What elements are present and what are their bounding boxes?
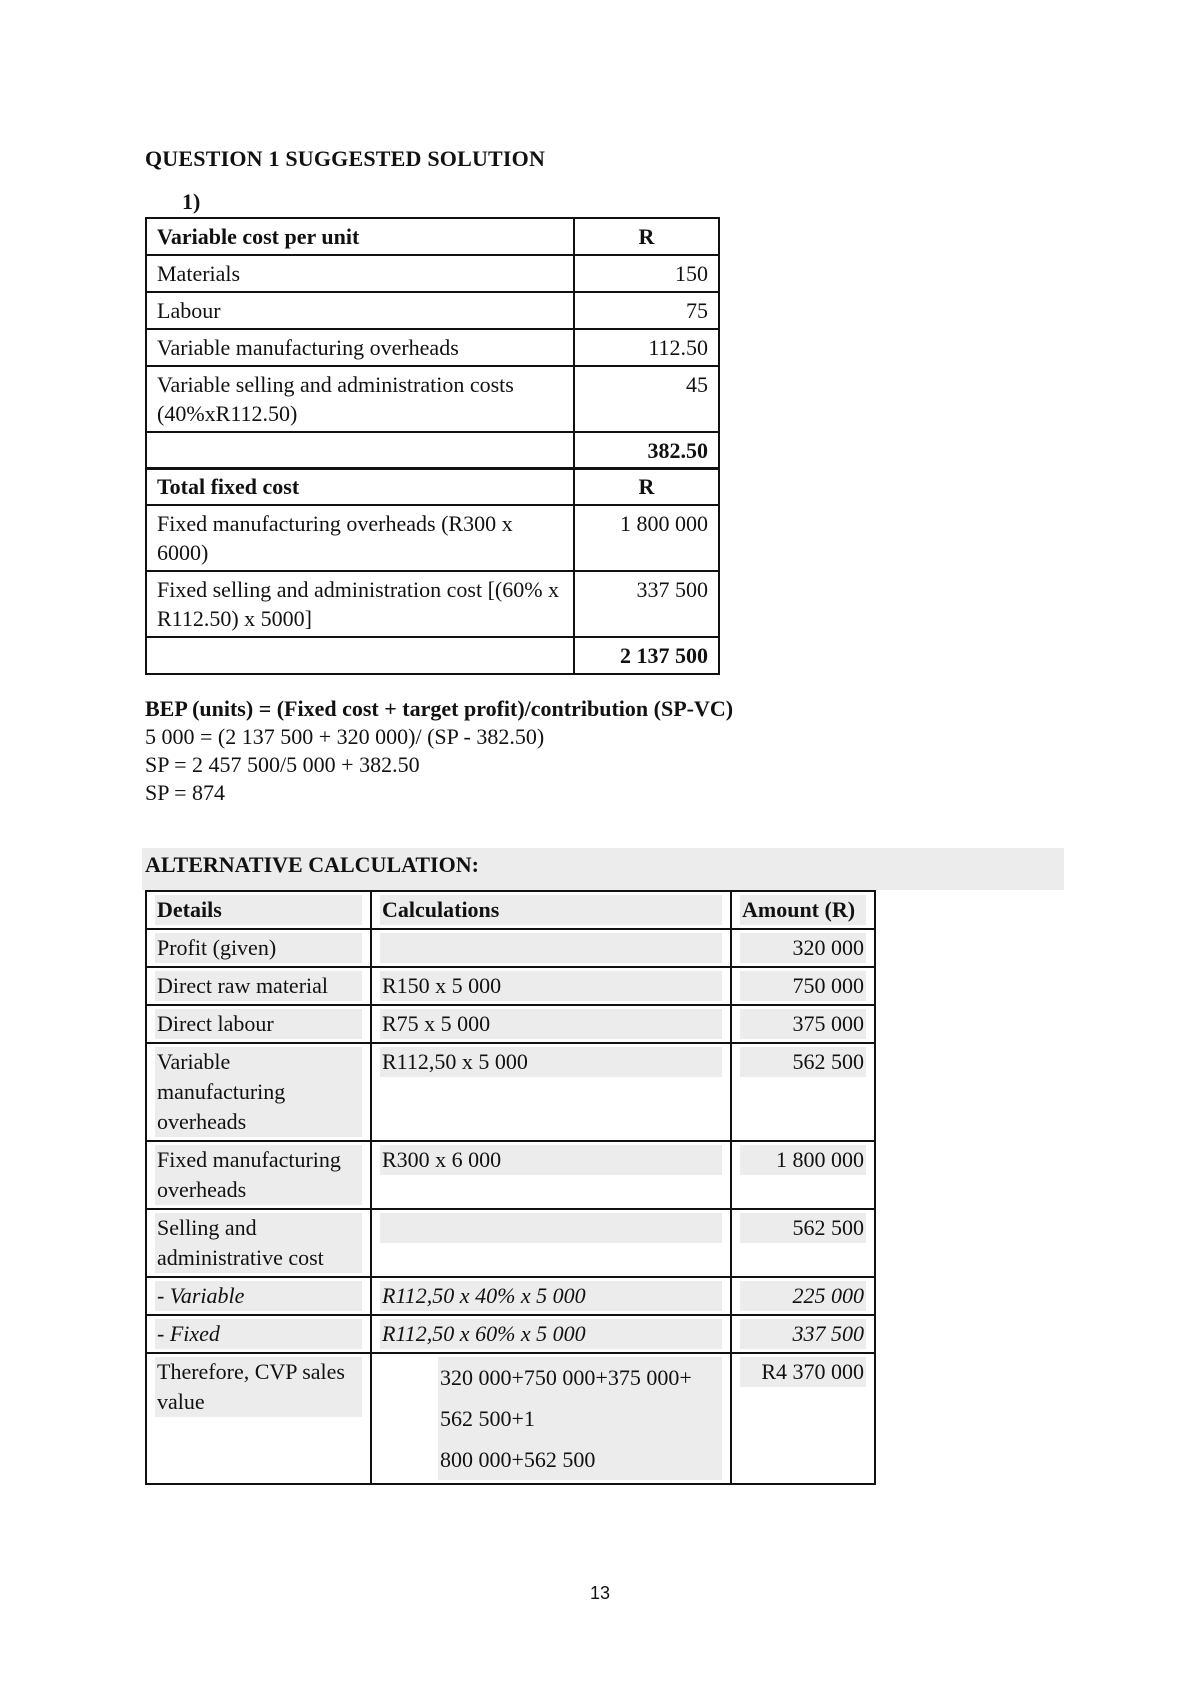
calc-cell xyxy=(371,967,731,1005)
calc-cell xyxy=(371,1209,731,1277)
amount-text: 562 500 xyxy=(740,1047,866,1077)
fixed-cost-table xyxy=(145,467,720,675)
table-row xyxy=(146,929,875,967)
alternative-title: ALTERNATIVE CALCULATION: xyxy=(145,852,479,877)
table-header-row xyxy=(146,218,719,255)
empty-cell xyxy=(146,637,574,674)
amount-cell xyxy=(731,1043,875,1141)
table-row xyxy=(146,505,719,571)
details-text: Profit (given) xyxy=(155,933,362,963)
details-cell xyxy=(146,967,371,1005)
table-row xyxy=(146,366,719,432)
cost-item: Fixed selling and administration cost [(60% x R112.50) x 5000] xyxy=(146,571,574,637)
calc-cell xyxy=(371,1141,731,1209)
cost-value: 337 500 xyxy=(574,571,719,637)
calc-text: R300 x 6 000 xyxy=(380,1145,722,1175)
question-heading: QUESTION 1 SUGGESTED SOLUTION xyxy=(145,146,546,171)
table-header-cell: Variable cost per unit xyxy=(146,218,574,255)
table-header-cell xyxy=(731,891,875,929)
cvp-calc-line: 562 500+1 xyxy=(440,1406,535,1431)
table-row xyxy=(146,329,719,366)
table-final-row xyxy=(146,1353,875,1484)
cost-item: Variable selling and administration costs (40%xR112.50) xyxy=(146,366,574,432)
calc-cell xyxy=(371,1043,731,1141)
table-row xyxy=(146,1209,875,1277)
amount-cell xyxy=(731,1141,875,1209)
amount-cell xyxy=(731,1005,875,1043)
bep-formula: BEP (units) = (Fixed cost + target profit)/contribution (SP-VC) xyxy=(145,696,734,721)
amount-cell xyxy=(731,1315,875,1353)
calc-text xyxy=(380,1213,722,1243)
table-header-row xyxy=(146,468,719,505)
details-cell xyxy=(146,1353,371,1484)
details-text: - Variable xyxy=(155,1281,362,1311)
amount-text: 225 000 xyxy=(740,1281,866,1311)
details-cell xyxy=(146,1043,371,1141)
empty-cell xyxy=(146,432,574,469)
alternative-calculation-table xyxy=(145,890,876,1485)
amount-cell xyxy=(731,1277,875,1315)
details-text: Direct labour xyxy=(155,1009,362,1039)
cost-item: Labour xyxy=(146,292,574,329)
table-header-cell xyxy=(371,891,731,929)
details-text: Variable manufacturing overheads xyxy=(155,1047,362,1137)
details-cell xyxy=(146,929,371,967)
bep-line: 5 000 = (2 137 500 + 320 000)/ (SP - 382.50) xyxy=(145,724,545,749)
table-row xyxy=(146,571,719,637)
bep-calculation xyxy=(145,695,733,807)
variable-cost-total: 382.50 xyxy=(574,432,719,469)
table-total-row xyxy=(146,432,719,469)
cost-item: Materials xyxy=(146,255,574,292)
calc-text: R112,50 x 60% x 5 000 xyxy=(380,1319,722,1349)
amount-text: 562 500 xyxy=(740,1213,866,1243)
calc-cell xyxy=(371,929,731,967)
details-text: Fixed manufacturing overheads xyxy=(155,1145,362,1205)
amount-cell xyxy=(731,967,875,1005)
table-header-cell: Total fixed cost xyxy=(146,468,574,505)
amount-cell xyxy=(731,929,875,967)
calc-cell xyxy=(371,1277,731,1315)
fixed-cost-total: 2 137 500 xyxy=(574,637,719,674)
details-cell xyxy=(146,1141,371,1209)
cost-item: Variable manufacturing overheads xyxy=(146,329,574,366)
cost-value: 1 800 000 xyxy=(574,505,719,571)
calc-text: R112,50 x 5 000 xyxy=(380,1047,722,1077)
header-amount: Amount (R) xyxy=(740,895,866,925)
table-row xyxy=(146,967,875,1005)
table-header-cell: R xyxy=(574,468,719,505)
table-row xyxy=(146,292,719,329)
table-header-cell xyxy=(146,891,371,929)
calc-cell xyxy=(371,1005,731,1043)
table-header-row xyxy=(146,891,875,929)
details-text: - Fixed xyxy=(155,1319,362,1349)
calc-cell xyxy=(371,1353,731,1484)
amount-text: 750 000 xyxy=(740,971,866,1001)
header-calculations: Calculations xyxy=(380,895,722,925)
calc-text xyxy=(380,933,722,963)
table-row xyxy=(146,1277,875,1315)
cvp-calc-line: 800 000+562 500 xyxy=(440,1447,596,1472)
table-row xyxy=(146,1141,875,1209)
page-number: 13 xyxy=(589,1583,611,1603)
cost-value: 150 xyxy=(574,255,719,292)
calc-text: R112,50 x 40% x 5 000 xyxy=(380,1281,722,1311)
amount-cell xyxy=(731,1353,875,1484)
calc-text: R150 x 5 000 xyxy=(380,971,722,1001)
table-row xyxy=(146,255,719,292)
part-number: 1) xyxy=(182,189,201,214)
amount-text: 1 800 000 xyxy=(740,1145,866,1175)
cost-value: 75 xyxy=(574,292,719,329)
amount-text: 320 000 xyxy=(740,933,866,963)
details-cell xyxy=(146,1315,371,1353)
cost-value: 45 xyxy=(574,366,719,432)
amount-text: 375 000 xyxy=(740,1009,866,1039)
cvp-calc-line: 320 000+750 000+375 000+ xyxy=(440,1365,692,1390)
cost-item: Fixed manufacturing overheads (R300 x 6000) xyxy=(146,505,574,571)
details-cell xyxy=(146,1277,371,1315)
cost-value: 112.50 xyxy=(574,329,719,366)
header-details: Details xyxy=(155,895,362,925)
details-cell xyxy=(146,1209,371,1277)
calc-cell xyxy=(371,1315,731,1353)
table-header-cell: R xyxy=(574,218,719,255)
amount-cell xyxy=(731,1209,875,1277)
table-row xyxy=(146,1315,875,1353)
table-total-row xyxy=(146,637,719,674)
variable-cost-table xyxy=(145,217,720,470)
table-row xyxy=(146,1005,875,1043)
details-text: Direct raw material xyxy=(155,971,362,1001)
cvp-sales-value: R4 370 000 xyxy=(740,1357,866,1387)
bep-line: SP = 874 xyxy=(145,780,226,805)
calc-text: R75 x 5 000 xyxy=(380,1009,722,1039)
details-cell xyxy=(146,1005,371,1043)
bep-line: SP = 2 457 500/5 000 + 382.50 xyxy=(145,752,420,777)
table-row xyxy=(146,1043,875,1141)
cvp-calc-text xyxy=(438,1357,722,1480)
details-text: Selling and administrative cost xyxy=(155,1213,362,1273)
amount-text: 337 500 xyxy=(740,1319,866,1349)
details-text: Therefore, CVP sales value xyxy=(155,1357,362,1417)
